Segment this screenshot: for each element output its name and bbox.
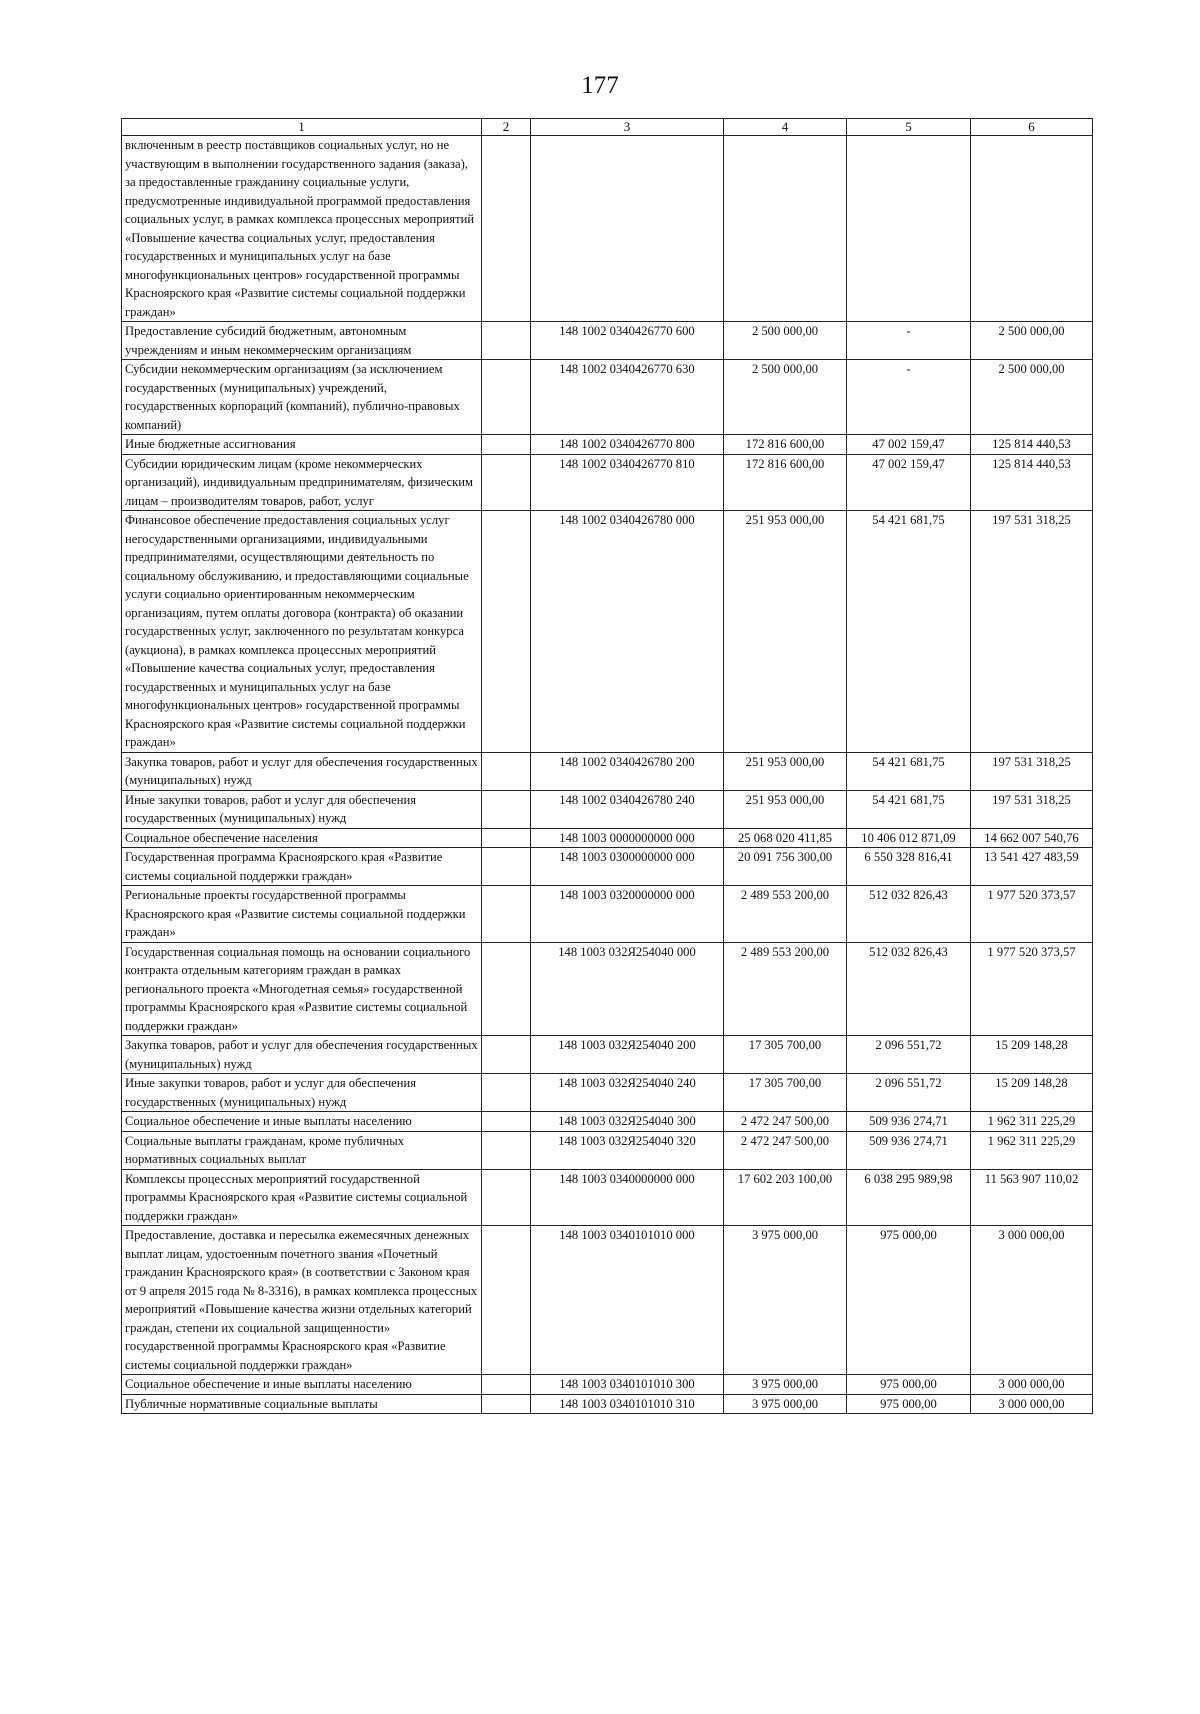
row-description: включенным в реестр поставщиков социальных услуг, но не участвующим в выполнении государственного задания (заказа), за предоставленные гражданину социальные услуги, предусмотренные индивидуальной программой предоставления социальных услуг, в рамках комплекса процессных мероприятий «Повышение качества социальных услуг, предоставления государственных и муниципальных услуг на базе многофункциональных центров» государственной программы Красноярского края «Развитие системы социальной поддержки граждан» [122, 136, 482, 322]
row-code: 148 1003 0340101010 300 [531, 1375, 724, 1395]
table-row [122, 752, 1093, 790]
row-code: 148 1003 0340000000 000 [531, 1169, 724, 1226]
row-code: 148 1002 0340426780 240 [531, 790, 724, 828]
table-row [122, 848, 1093, 886]
row-value-col6: 15 209 148,28 [971, 1074, 1093, 1112]
header-cell: 3 [531, 119, 724, 136]
table-row [122, 454, 1093, 511]
row-value-col4: 3 975 000,00 [724, 1226, 847, 1375]
row-code: 148 1003 0000000000 000 [531, 828, 724, 848]
row-description: Иные закупки товаров, работ и услуг для обеспечения государственных (муниципальных) нужд [122, 790, 482, 828]
row-value-col6: 125 814 440,53 [971, 435, 1093, 455]
row-value-col4 [724, 136, 847, 322]
row-value-col6: 3 000 000,00 [971, 1375, 1093, 1395]
row-code: 148 1003 032Я254040 000 [531, 942, 724, 1036]
row-value-col5: 975 000,00 [847, 1226, 971, 1375]
row-value-col6: 197 531 318,25 [971, 511, 1093, 753]
row-col2 [482, 828, 531, 848]
row-value-col6: 2 500 000,00 [971, 322, 1093, 360]
row-value-col6: 197 531 318,25 [971, 752, 1093, 790]
row-value-col4: 251 953 000,00 [724, 790, 847, 828]
row-description: Субсидии юридическим лицам (кроме некоммерческих организаций), индивидуальным предпринимателям, физическим лицам – производителям товаров, работ, услуг [122, 454, 482, 511]
row-col2 [482, 942, 531, 1036]
table-row [122, 1394, 1093, 1414]
row-description: Закупка товаров, работ и услуг для обеспечения государственных (муниципальных) нужд [122, 1036, 482, 1074]
row-col2 [482, 1226, 531, 1375]
row-code: 148 1003 032Я254040 320 [531, 1131, 724, 1169]
row-description: Субсидии некоммерческим организациям (за исключением государственных (муниципальных) учреждений, государственных корпораций (компаний), публично-правовых компаний) [122, 360, 482, 435]
row-value-col5: 509 936 274,71 [847, 1112, 971, 1132]
row-value-col5: - [847, 360, 971, 435]
row-description: Комплексы процессных мероприятий государственной программы Красноярского края «Развитие системы социальной поддержки граждан» [122, 1169, 482, 1226]
row-value-col6: 3 000 000,00 [971, 1394, 1093, 1414]
row-value-col6: 197 531 318,25 [971, 790, 1093, 828]
row-value-col6: 11 563 907 110,02 [971, 1169, 1093, 1226]
table-row [122, 828, 1093, 848]
row-value-col6: 13 541 427 483,59 [971, 848, 1093, 886]
row-description: Закупка товаров, работ и услуг для обеспечения государственных (муниципальных) нужд [122, 752, 482, 790]
row-code [531, 136, 724, 322]
budget-table [121, 118, 1093, 1414]
row-value-col6: 1 977 520 373,57 [971, 942, 1093, 1036]
row-description: Государственная программа Красноярского края «Развитие системы социальной поддержки граждан» [122, 848, 482, 886]
row-value-col5: 6 550 328 816,41 [847, 848, 971, 886]
row-col2 [482, 1394, 531, 1414]
header-cell: 1 [122, 119, 482, 136]
row-value-col5: 54 421 681,75 [847, 790, 971, 828]
row-value-col5: 54 421 681,75 [847, 511, 971, 753]
row-col2 [482, 1036, 531, 1074]
row-value-col4: 3 975 000,00 [724, 1394, 847, 1414]
row-code: 148 1002 0340426780 000 [531, 511, 724, 753]
row-value-col6: 1 977 520 373,57 [971, 886, 1093, 943]
row-description: Социальные выплаты гражданам, кроме публичных нормативных социальных выплат [122, 1131, 482, 1169]
row-value-col4: 251 953 000,00 [724, 511, 847, 753]
row-col2 [482, 322, 531, 360]
row-code: 148 1002 0340426770 810 [531, 454, 724, 511]
row-code: 148 1003 0320000000 000 [531, 886, 724, 943]
row-value-col5: 54 421 681,75 [847, 752, 971, 790]
row-code: 148 1003 032Я254040 300 [531, 1112, 724, 1132]
row-code: 148 1002 0340426770 630 [531, 360, 724, 435]
row-value-col5: 2 096 551,72 [847, 1074, 971, 1112]
row-value-col4: 3 975 000,00 [724, 1375, 847, 1395]
row-code: 148 1003 032Я254040 240 [531, 1074, 724, 1112]
row-value-col5: - [847, 322, 971, 360]
page-number: 177 [581, 72, 619, 99]
row-description: Предоставление, доставка и пересылка ежемесячных денежных выплат лицам, удостоенным почетного звания «Почетный гражданин Красноярского края» (в соответствии с Законом края от 9 апреля 2015 года № 8-3316), в рамках комплекса процессных мероприятий «Повышение качества жизни отдельных категорий граждан, степени их социальной защищенности» государственной программы Красноярского края «Развитие системы социальной поддержки граждан» [122, 1226, 482, 1375]
row-col2 [482, 435, 531, 455]
row-col2 [482, 136, 531, 322]
row-col2 [482, 790, 531, 828]
table-row [122, 360, 1093, 435]
table-row [122, 1375, 1093, 1395]
row-value-col5: 509 936 274,71 [847, 1131, 971, 1169]
row-col2 [482, 848, 531, 886]
row-description: Социальное обеспечение и иные выплаты населению [122, 1375, 482, 1395]
row-value-col4: 172 816 600,00 [724, 454, 847, 511]
row-value-col4: 17 602 203 100,00 [724, 1169, 847, 1226]
row-col2 [482, 1169, 531, 1226]
row-description: Социальное обеспечение населения [122, 828, 482, 848]
row-value-col5: 975 000,00 [847, 1375, 971, 1395]
table-row [122, 790, 1093, 828]
row-code: 148 1002 0340426770 800 [531, 435, 724, 455]
row-value-col5: 512 032 826,43 [847, 942, 971, 1036]
row-value-col6: 15 209 148,28 [971, 1036, 1093, 1074]
row-value-col4: 2 472 247 500,00 [724, 1131, 847, 1169]
header-row [122, 119, 1093, 136]
row-col2 [482, 1074, 531, 1112]
header-cell: 6 [971, 119, 1093, 136]
table-row [122, 1036, 1093, 1074]
table-row [122, 1226, 1093, 1375]
row-col2 [482, 1131, 531, 1169]
row-code: 148 1003 0340101010 310 [531, 1394, 724, 1414]
row-value-col4: 2 489 553 200,00 [724, 942, 847, 1036]
row-value-col4: 2 472 247 500,00 [724, 1112, 847, 1132]
table-row [122, 511, 1093, 753]
row-description: Финансовое обеспечение предоставления социальных услуг негосударственными организациями, индивидуальными предпринимателями, осуществляющими деятельность по социальному обслуживанию, и предоставляющими социальные услуги социально ориентированным некоммерческим организациям, путем оплаты договора (контракта) об оказании государственных услуг, заключенного по результатам конкурса (аукциона), в рамках комплекса процессных мероприятий «Повышение качества социальных услуг, предоставления государственных и муниципальных услуг на базе многофункциональных центров» государственной программы Красноярского края «Развитие системы социальной поддержки граждан» [122, 511, 482, 753]
row-value-col5: 2 096 551,72 [847, 1036, 971, 1074]
row-value-col5 [847, 136, 971, 322]
row-code: 148 1002 0340426780 200 [531, 752, 724, 790]
row-description: Иные бюджетные ассигнования [122, 435, 482, 455]
row-description: Публичные нормативные социальные выплаты [122, 1394, 482, 1414]
row-code: 148 1003 0340101010 000 [531, 1226, 724, 1375]
table-row [122, 435, 1093, 455]
row-description: Социальное обеспечение и иные выплаты населению [122, 1112, 482, 1132]
row-value-col4: 2 500 000,00 [724, 322, 847, 360]
row-code: 148 1003 032Я254040 200 [531, 1036, 724, 1074]
table-row [122, 1074, 1093, 1112]
row-value-col4: 2 489 553 200,00 [724, 886, 847, 943]
row-value-col4: 25 068 020 411,85 [724, 828, 847, 848]
row-code: 148 1003 0300000000 000 [531, 848, 724, 886]
row-col2 [482, 752, 531, 790]
row-col2 [482, 360, 531, 435]
row-value-col5: 6 038 295 989,98 [847, 1169, 971, 1226]
header-cell: 5 [847, 119, 971, 136]
table-row [122, 886, 1093, 943]
row-value-col6: 1 962 311 225,29 [971, 1131, 1093, 1169]
row-value-col5: 10 406 012 871,09 [847, 828, 971, 848]
row-value-col6: 2 500 000,00 [971, 360, 1093, 435]
row-col2 [482, 886, 531, 943]
row-value-col6 [971, 136, 1093, 322]
header-cell: 2 [482, 119, 531, 136]
row-value-col4: 172 816 600,00 [724, 435, 847, 455]
table-row [122, 1169, 1093, 1226]
row-col2 [482, 1112, 531, 1132]
row-value-col4: 20 091 756 300,00 [724, 848, 847, 886]
row-value-col4: 2 500 000,00 [724, 360, 847, 435]
row-description: Региональные проекты государственной программы Красноярского края «Развитие системы социальной поддержки граждан» [122, 886, 482, 943]
row-value-col4: 17 305 700,00 [724, 1074, 847, 1112]
row-description: Государственная социальная помощь на основании социального контракта отдельным категориям граждан в рамках регионального проекта «Многодетная семья» государственной программы Красноярского края «Развитие системы социальной поддержки граждан» [122, 942, 482, 1036]
table-row [122, 322, 1093, 360]
row-value-col5: 47 002 159,47 [847, 454, 971, 511]
row-value-col4: 251 953 000,00 [724, 752, 847, 790]
row-value-col6: 1 962 311 225,29 [971, 1112, 1093, 1132]
table-row [122, 942, 1093, 1036]
row-value-col6: 125 814 440,53 [971, 454, 1093, 511]
row-col2 [482, 454, 531, 511]
row-description: Иные закупки товаров, работ и услуг для обеспечения государственных (муниципальных) нужд [122, 1074, 482, 1112]
row-value-col5: 512 032 826,43 [847, 886, 971, 943]
row-value-col5: 47 002 159,47 [847, 435, 971, 455]
row-value-col4: 17 305 700,00 [724, 1036, 847, 1074]
row-description: Предоставление субсидий бюджетным, автономным учреждениям и иным некоммерческим организациям [122, 322, 482, 360]
row-col2 [482, 511, 531, 753]
row-value-col6: 14 662 007 540,76 [971, 828, 1093, 848]
row-value-col5: 975 000,00 [847, 1394, 971, 1414]
row-value-col6: 3 000 000,00 [971, 1226, 1093, 1375]
table-row [122, 1112, 1093, 1132]
row-code: 148 1002 0340426770 600 [531, 322, 724, 360]
table-row [122, 136, 1093, 322]
table-row [122, 1131, 1093, 1169]
row-col2 [482, 1375, 531, 1395]
header-cell: 4 [724, 119, 847, 136]
